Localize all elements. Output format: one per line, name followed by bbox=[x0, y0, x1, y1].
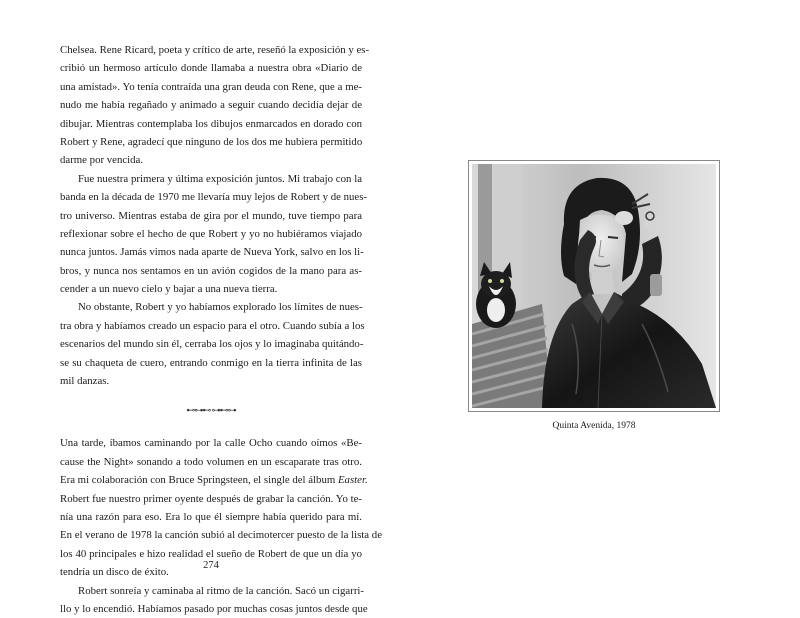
text-line: mil danzas. bbox=[60, 375, 110, 388]
text-line: Robert fue nuestro primer oyente después de grabar la canción. Yo te- bbox=[60, 492, 362, 505]
left-hand bbox=[615, 211, 633, 225]
text-line: se su chaqueta de cuero, entrando conmigo en la tierra infinita de las bbox=[60, 356, 362, 369]
text-line: los 40 principales e hizo realidad el sueño de Robert de que un día yo bbox=[60, 547, 362, 560]
text-line: Robert y Rene, agradecí que ninguno de los dos me hubiera permitido bbox=[60, 135, 363, 148]
photograph bbox=[472, 164, 716, 408]
text-line: banda en la década de 1970 me llevaría muy lejos de Robert y de nues- bbox=[60, 191, 367, 204]
text-line: tendría un disco de éxito. bbox=[60, 566, 169, 579]
text-line: una amistad». Yo tenía contraída una gran deuda con Rene, que a me- bbox=[60, 80, 362, 93]
bracelet bbox=[650, 274, 662, 296]
text-line: nía una razón para eso. Era lo que él siempre había querido para mí. bbox=[60, 510, 362, 523]
text-line: tra obra y habíamos creado un espacio para el otro. Cuando subía a los bbox=[60, 319, 365, 332]
text-line: En el verano de 1978 la canción subió al decimotercer puesto de la lista de bbox=[60, 529, 382, 542]
section-ornament: ⊷⊶⊷ ⊶⊷⊶ bbox=[186, 405, 236, 416]
text-line bbox=[60, 471, 368, 489]
text-line: Una tarde, íbamos caminando por la calle Ocho cuando oímos «Be- bbox=[60, 437, 362, 450]
text-line: cender a un nuevo cielo y bajar a una nueva tierra. bbox=[60, 283, 278, 296]
text-line: escenarios del mundo sin él, cerraba los ojos y lo imaginaba quitándo- bbox=[60, 338, 364, 351]
photo-caption: Quinta Avenida, 1978 bbox=[552, 421, 636, 431]
text-line: Chelsea. Rene Ricard, poeta y crítico de arte, reseñó la exposición y es- bbox=[60, 44, 370, 56]
text-line: nunca juntos. Jamás vimos nada aparte de Nueva York, salvo en los li- bbox=[60, 246, 364, 259]
text-line: cause the Night» sonando a todo volumen en un escaparate tras otro. bbox=[60, 455, 362, 468]
text-line: nudo me había regañado y animado a seguir cuando decidía dejar de bbox=[60, 99, 362, 112]
text-line: bros, y nunca nos sentamos en un avión cogidos de la mano para as- bbox=[60, 264, 362, 277]
text-line: reflexionar sobre el hecho de que Robert y yo no hubiéramos viajado bbox=[60, 227, 362, 240]
text-line: Robert sonreía y caminaba al ritmo de la canción. Sacó un cigarri- bbox=[78, 584, 365, 597]
page-number: 274 bbox=[203, 560, 219, 571]
text-line: cribió un hermoso artículo donde llamaba a nuestra obra «Diario de bbox=[60, 62, 362, 75]
text-line: Fue nuestra primera y última exposición juntos. Mi trabajo con la bbox=[78, 172, 362, 185]
cat bbox=[476, 262, 516, 328]
neck bbox=[590, 272, 614, 294]
text-line: dibujar. Mientras contemplaba los dibujos enmarcados en dorado con bbox=[60, 117, 362, 130]
photo-frame bbox=[468, 160, 720, 412]
album-title: Easter. bbox=[337, 474, 368, 487]
text-line: llo y lo encendió. Habíamos pasado por muchas cosas juntos desde que bbox=[60, 602, 368, 615]
text-line: tro universo. Mientras estaba de gira por el mundo, tuve tiempo para bbox=[60, 209, 362, 222]
text-line: darme por vencida. bbox=[60, 154, 144, 167]
text-line-content: Era mi colaboración con Bruce Springsteen, el single del álbum bbox=[60, 474, 336, 487]
left-page-text bbox=[60, 41, 382, 618]
text-line: No obstante, Robert y yo habíamos explorado los límites de nues- bbox=[78, 301, 363, 314]
